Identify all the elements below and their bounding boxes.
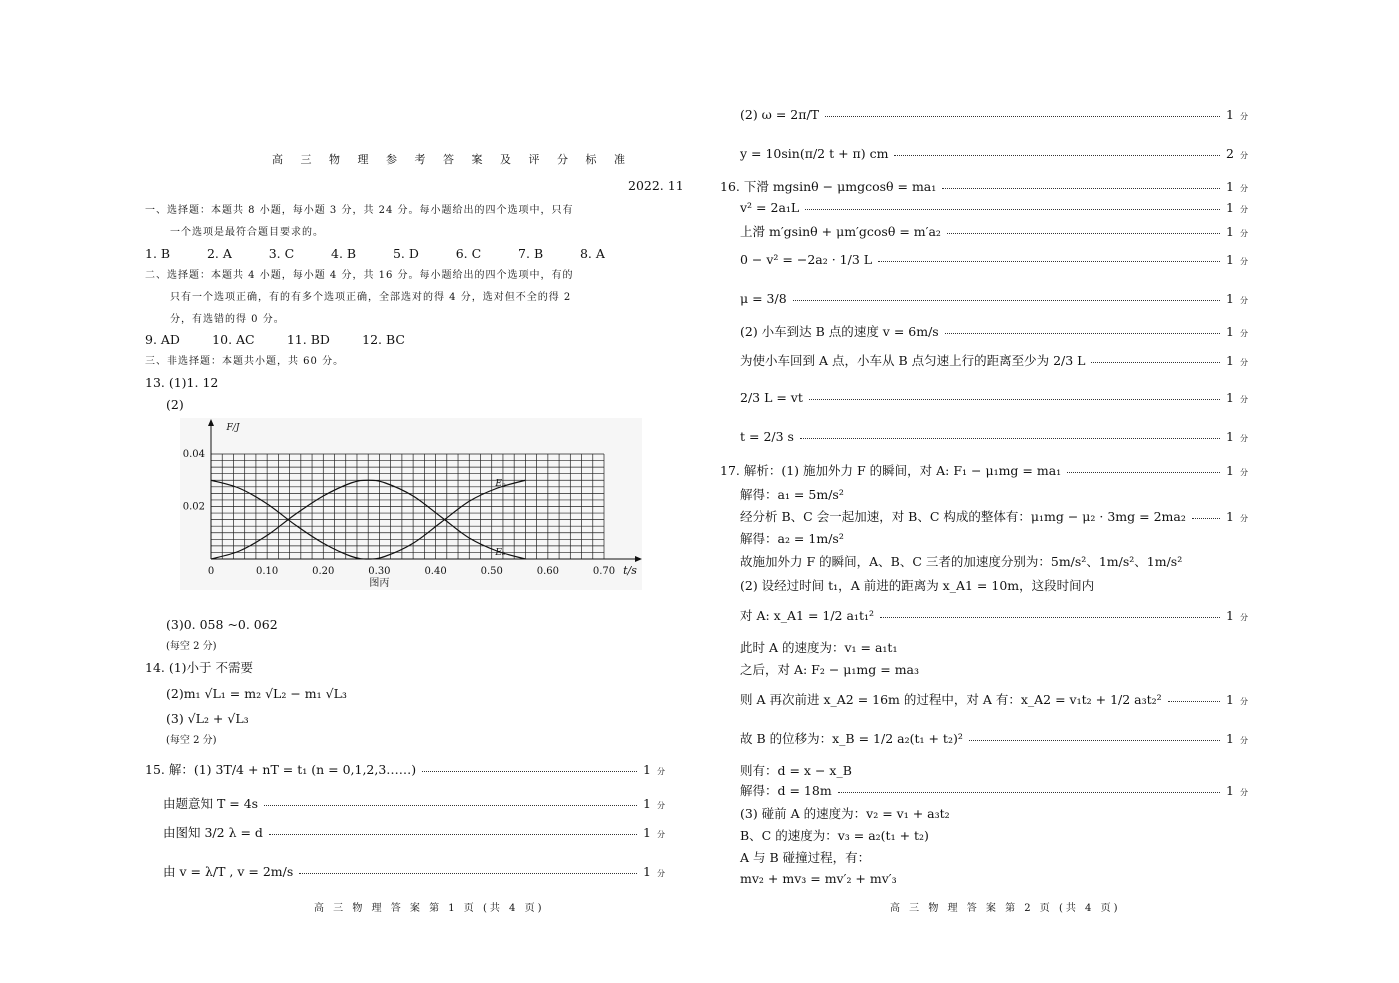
page-title: 高 三 物 理 参 考 答 案 及 评 分 标 准 <box>272 153 632 166</box>
score-value: 1 <box>1226 730 1234 746</box>
answer-row <box>740 200 1248 215</box>
answer-row <box>740 761 1248 779</box>
score <box>1226 353 1248 368</box>
answer-text: (2) 小车到达 B 点的速度 v = 6m/s <box>740 324 939 339</box>
leader-dots <box>299 873 637 874</box>
q15-row <box>163 794 665 812</box>
footer: 高 三 物 理 答 案 第 2 页 (共 4 页) <box>890 903 1121 914</box>
score: 1 分 <box>643 795 665 811</box>
answer-text: (3) 碰前 A 的速度为：v₂ = v₁ + a₃t₂ <box>740 806 950 821</box>
leader-dots <box>838 792 1220 793</box>
score-value: 1 <box>1226 223 1234 239</box>
answer-text: mv₂ + mv₃ = mv′₂ + mv′₃ <box>740 871 897 886</box>
score <box>1226 252 1248 267</box>
answer-text: v² = 2a₁L <box>740 200 800 215</box>
answers-row-1 <box>145 246 605 262</box>
score <box>1226 429 1248 444</box>
answer-row <box>740 252 1248 267</box>
score-value: 1 <box>1226 390 1234 405</box>
answer-text: 故施加外力 F 的瞬间，A、B、C 三者的加速度分别为：5m/s²、1m/s²、1m/s² <box>740 554 1183 569</box>
q15-text: 由 v = λ/T , v = 2m/s <box>163 864 294 879</box>
score-value: 1 <box>1226 782 1234 798</box>
x-tick-label: 0.70 <box>592 566 616 577</box>
score-unit: 分 <box>1240 357 1248 367</box>
y-tick-label: 0.02 <box>182 501 205 513</box>
score <box>1226 291 1248 306</box>
leader-dots <box>825 116 1220 117</box>
answer-text: (2) ω = 2π/T <box>740 107 820 122</box>
q15-row <box>145 760 665 778</box>
answer-row <box>740 390 1248 405</box>
score: 1 分 <box>643 824 665 840</box>
score-value: 1 <box>1226 323 1234 339</box>
answer-text: 2/3 L = vt <box>740 390 803 405</box>
answer-row <box>740 107 1248 122</box>
answer-row <box>740 291 1248 306</box>
x-tick-label: 0.60 <box>536 566 559 577</box>
answer-row <box>740 871 1248 886</box>
leader-dots <box>894 155 1220 156</box>
answer-text: 则 A 再次前进 x_A2 = 16m 的过程中，对 A 有：x_A2 = v₁t₂ + 1/2 a₃t₂² <box>740 692 1162 707</box>
answer: 5. D <box>392 246 419 261</box>
score-value: 2 <box>1226 146 1234 161</box>
answer-row <box>740 552 1248 570</box>
answer: 6. C <box>455 246 482 261</box>
score-unit: 分 <box>1240 151 1248 160</box>
answer-row <box>740 485 1248 503</box>
leader-dots <box>880 617 1220 618</box>
section2-line2: 只有一个选项正确，有的有多个选项正确，全部选对的得 4 分，选对但不全的得 2 <box>170 292 572 303</box>
leader-dots <box>269 834 637 835</box>
q15-text: 由题意知 T = 4s <box>163 796 259 811</box>
leader-dots <box>969 740 1220 741</box>
answer-text: 此时 A 的速度为：v₁ = a₁t₁ <box>740 640 898 655</box>
answer-text: 之后，对 A: F₂ − μ₁mg = ma₃ <box>740 662 920 677</box>
section3-heading: 三、非选择题：本题共小题，共 60 分。 <box>145 356 345 367</box>
answer: 12. BC <box>362 332 405 347</box>
score-unit: 分 <box>1240 395 1248 404</box>
leader-dots <box>878 261 1220 262</box>
q14-part2: (2)m₁ √L₁ = m₂ √L₂ − m₁ √L₃ <box>166 686 347 701</box>
x-tick-label: 0.30 <box>368 566 391 577</box>
leader-dots <box>947 233 1220 234</box>
answer-row <box>740 222 1248 240</box>
answer-row <box>740 146 1248 161</box>
score: 1 分 <box>643 761 665 777</box>
x-tick-label: 0.50 <box>480 566 503 577</box>
score-value: 1 <box>1226 691 1234 707</box>
answer-row <box>720 461 1248 479</box>
answer: 8. A <box>579 246 605 261</box>
score <box>1226 731 1248 746</box>
leader-dots <box>1192 518 1220 519</box>
energy-time-chart <box>180 418 642 590</box>
score-unit: 分 <box>1240 612 1248 622</box>
answer-text: 则有：d = x − x_B <box>740 763 852 778</box>
leader-dots <box>264 805 637 806</box>
leader-dots <box>945 333 1220 334</box>
q13-part3: (3)0. 058 ~0. 062 <box>166 617 278 632</box>
footer: 高 三 物 理 答 案 第 1 页 (共 4 页) <box>314 903 545 914</box>
score <box>1226 692 1248 707</box>
answer: 1. B <box>145 246 171 261</box>
answer-row <box>740 429 1248 444</box>
score-unit: 分 <box>1240 467 1248 477</box>
q14-part3: (3) √L₂ + √L₃ <box>166 711 249 726</box>
score-value: 1 <box>1226 252 1234 267</box>
q13-part1: 13. (1)1. 12 <box>145 375 219 390</box>
leader-dots <box>942 188 1220 189</box>
q14-part1: 14. (1)小于 不需要 <box>145 660 254 675</box>
score-unit: 分 <box>1240 328 1248 338</box>
answer-text: 16. 下滑 mgsinθ − μmgcosθ = ma₁ <box>720 179 937 194</box>
answer: 4. B <box>331 246 357 261</box>
score <box>1226 107 1248 122</box>
answer-row <box>740 804 1248 822</box>
score-value: 1 <box>1226 607 1234 623</box>
answer-text: 对 A: x_A1 = 1/2 a₁t₁² <box>740 608 874 623</box>
answer-text: 解得：a₂ = 1m/s² <box>740 531 844 546</box>
y-axis-label: F/J <box>226 423 240 433</box>
leader-dots <box>793 300 1220 301</box>
answer-row <box>740 606 1248 624</box>
answer-text: 上滑 m′gsinθ + μm′gcosθ = m′a₂ <box>740 224 941 239</box>
score-unit: 分 <box>1240 228 1248 238</box>
answer: 3. C <box>268 246 295 261</box>
answer-text: 17. 解析：(1) 施加外力 F 的瞬间，对 A: F₁ − μ₁mg = ma₁ <box>720 463 1062 478</box>
answer-row <box>740 322 1248 340</box>
answer-text: μ = 3/8 <box>740 291 787 306</box>
score-unit: 分 <box>1240 513 1248 523</box>
answer-text: 解得：a₁ = 5m/s² <box>740 487 844 502</box>
x-tick-label: 0.40 <box>424 566 447 577</box>
score-unit: 分 <box>1240 696 1248 706</box>
answer-row <box>740 690 1248 708</box>
answer-text: (2) 设经过时间 t₁，A 前进的距离为 x_A1 = 10m，这段时间内 <box>740 578 1095 593</box>
score-unit: 分 <box>1240 183 1248 193</box>
answer-row <box>740 576 1248 594</box>
answer-text: 经分析 B、C 会一起加速，对 B、C 构成的整体有：μ₁mg − μ₂ · 3mg = 2ma₂ <box>740 509 1186 524</box>
answer-row <box>740 848 1248 866</box>
answer-text: B、C 的速度为：v₃ = a₂(t₁ + t₂) <box>740 828 929 843</box>
section1-line2: 一个选项是最符合题目要求的。 <box>170 227 324 238</box>
leader-dots <box>1091 362 1220 363</box>
answer-row <box>740 781 1248 799</box>
section2-line1: 二、选择题：本题共 4 小题，每小题 4 分，共 16 分。每小题给出的四个选项中，有的 <box>145 270 574 281</box>
score <box>1226 783 1248 798</box>
score-value: 1 <box>1226 107 1234 122</box>
score-value: 1 <box>1226 429 1234 444</box>
q13-part2: (2) <box>166 397 184 412</box>
score <box>1226 179 1248 194</box>
series-label: Eₖ <box>495 548 506 559</box>
score-value: 1 <box>1226 200 1234 215</box>
answer-row <box>740 638 1248 656</box>
x-tick-label: 0.20 <box>312 566 335 577</box>
score-value: 1 <box>1226 508 1234 524</box>
x-tick-label: 0 <box>207 566 215 577</box>
q14-note: (每空 2 分) <box>166 735 217 746</box>
series-label: Eₚ <box>495 479 506 490</box>
answer-row <box>740 729 1248 747</box>
leader-dots <box>809 399 1220 400</box>
answer-text: 故 B 的位移为：x_B = 1/2 a₂(t₁ + t₂)² <box>740 731 963 746</box>
leader-dots <box>422 771 637 772</box>
answer-text: 为使小车回到 A 点，小车从 B 点匀速上行的距离至少为 2/3 L <box>740 353 1086 368</box>
score-unit: 分 <box>1240 296 1248 305</box>
score <box>1226 324 1248 339</box>
leader-dots <box>805 209 1220 210</box>
score-unit: 分 <box>1240 112 1248 121</box>
answer: 10. AC <box>212 332 255 347</box>
score <box>1226 463 1248 478</box>
answer-row <box>740 507 1248 525</box>
leader-dots <box>1168 701 1220 702</box>
x-tick-label: 0.10 <box>256 566 279 577</box>
answer-text: 0 − v² = −2a₂ · 1/3 L <box>740 252 873 267</box>
right-page <box>700 0 1399 983</box>
leader-dots <box>1067 472 1220 473</box>
answer-text: y = 10sin(π/2 t + π) cm <box>740 146 889 161</box>
section1-line1: 一、选择题：本题共 8 小题，每小题 3 分，共 24 分。每小题给出的四个选项中，只有 <box>145 205 574 216</box>
q15-text: 15. 解：(1) 3T/4 + nT = t₁ (n = 0,1,2,3……) <box>145 762 417 777</box>
answer-text: 解得：d = 18m <box>740 783 832 798</box>
score-unit: 分 <box>1240 735 1248 745</box>
score <box>1226 608 1248 623</box>
score-value: 1 <box>1226 462 1234 478</box>
score <box>1226 146 1248 161</box>
score: 1 分 <box>643 863 665 879</box>
q13-note: (每空 2 分) <box>166 641 217 652</box>
answer-row <box>720 177 1248 195</box>
score-value: 1 <box>1226 291 1234 306</box>
q15-row <box>163 823 665 841</box>
y-tick-label: 0.04 <box>182 449 205 460</box>
score <box>1226 390 1248 405</box>
score-unit: 分 <box>1240 434 1248 443</box>
score-unit: 分 <box>1240 205 1248 214</box>
answer-text: t = 2/3 s <box>740 429 794 444</box>
section2-line3: 分，有选错的得 0 分。 <box>170 314 285 325</box>
x-axis-label: t/s <box>623 564 637 577</box>
score <box>1226 224 1248 239</box>
answer: 11. BD <box>286 332 330 347</box>
q15-row <box>163 862 665 880</box>
score <box>1226 200 1248 215</box>
score-value: 1 <box>1226 178 1234 194</box>
score <box>1226 509 1248 524</box>
score-unit: 分 <box>1240 257 1248 266</box>
score-value: 1 <box>1226 352 1234 368</box>
answer: 9. AD <box>145 332 180 347</box>
answer-row <box>740 826 1248 844</box>
date: 2022. 11 <box>628 178 684 193</box>
answer: 7. B <box>518 246 544 261</box>
answer-row <box>740 660 1248 678</box>
answer-row <box>740 529 1248 547</box>
leader-dots <box>800 438 1220 439</box>
answer-row <box>740 351 1248 369</box>
score-unit: 分 <box>1240 787 1248 797</box>
answer-text: A 与 B 碰撞过程，有： <box>740 850 871 865</box>
q15-text: 由图知 3/2 λ = d <box>163 825 263 840</box>
chart-caption: 图丙 <box>369 578 390 589</box>
answer: 2. A <box>206 246 232 261</box>
answers-row-2 <box>145 332 405 348</box>
